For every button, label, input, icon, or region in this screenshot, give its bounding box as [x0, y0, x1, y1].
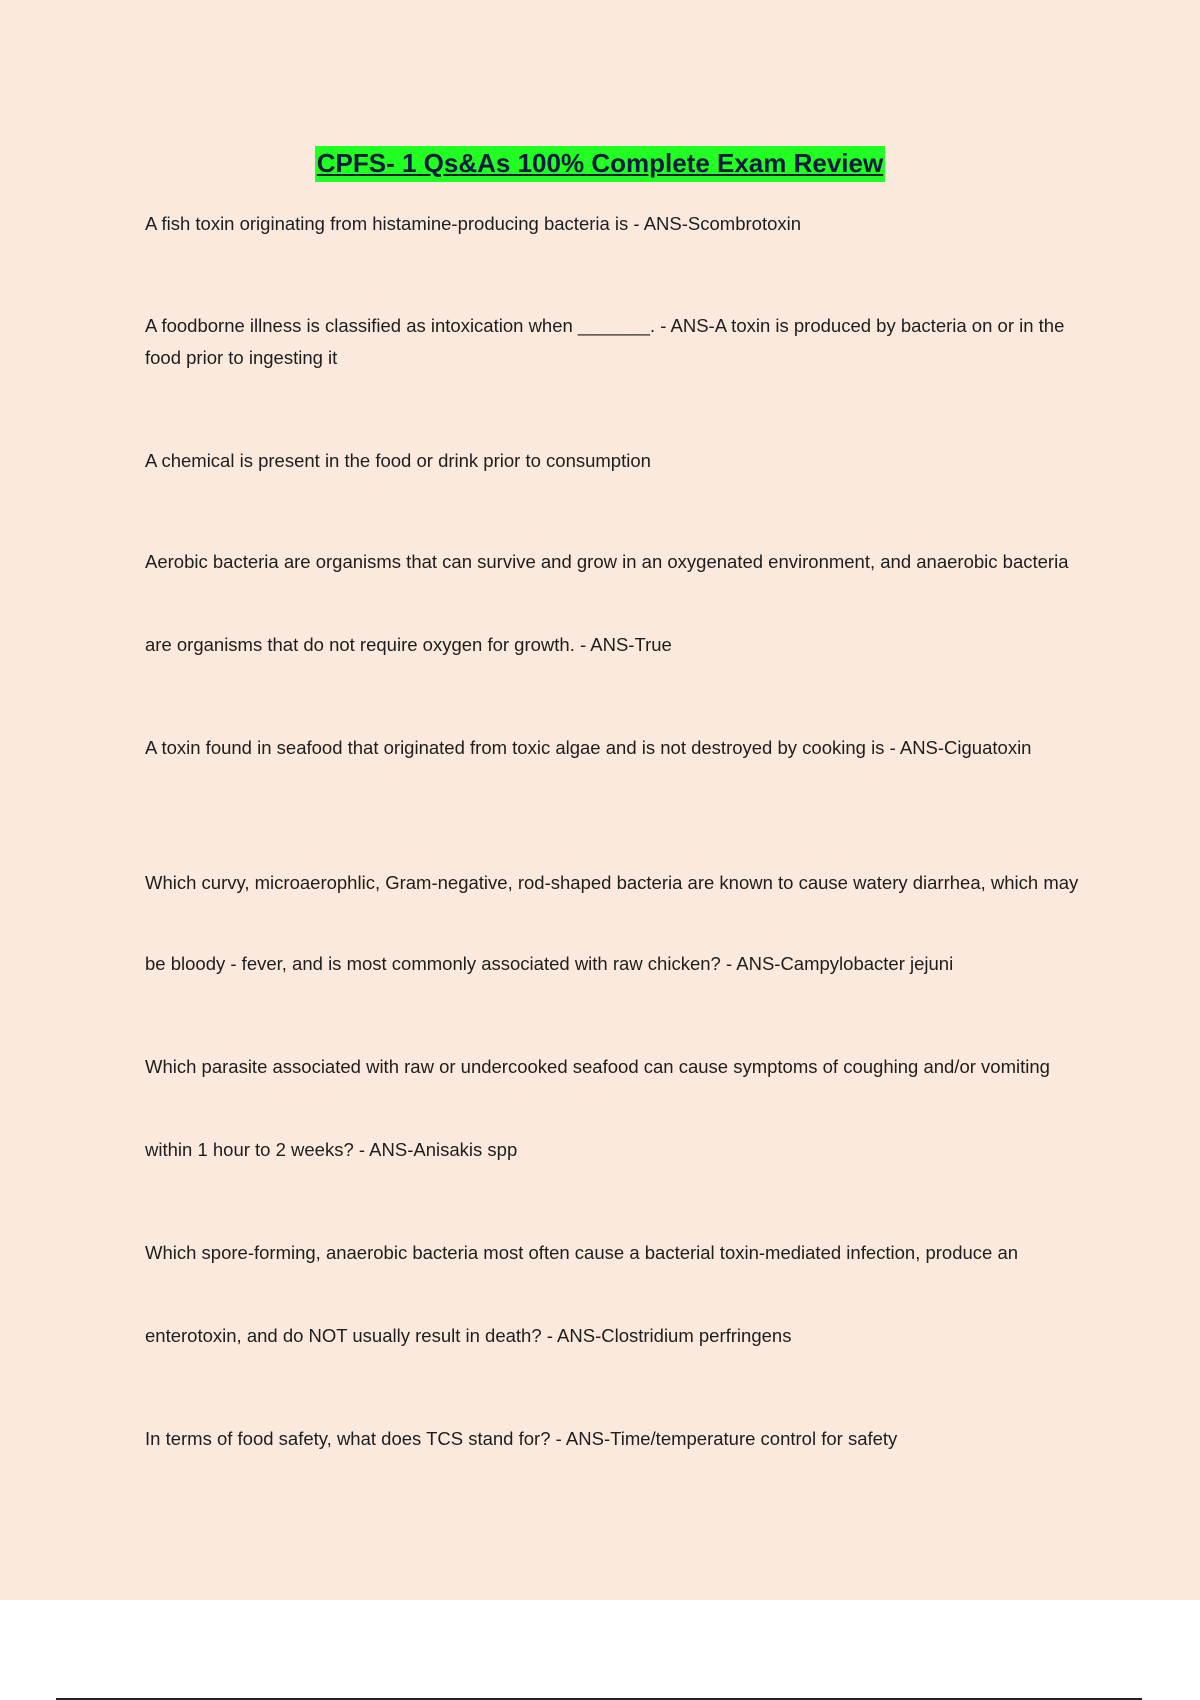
qa-paragraph: Which parasite associated with raw or undercooked seafood can cause symptoms of coughing and/or vomiting	[145, 1056, 1050, 1077]
qa-paragraph: A foodborne illness is classified as intoxication when _______. - ANS-A toxin is produced by bacteria on or in the food prior to ingesting it	[145, 315, 1065, 368]
qa-paragraph: are organisms that do not require oxygen for growth. - ANS-True	[145, 634, 672, 655]
qa-paragraph: Which curvy, microaerophlic, Gram-negative, rod-shaped bacteria are known to cause watery diarrhea, which may	[145, 872, 1079, 893]
qa-paragraph: A toxin found in seafood that originated from toxic algae and is not destroyed by cooking is - ANS-Ciguatoxin	[145, 737, 1032, 758]
qa-paragraph: In terms of food safety, what does TCS stand for? - ANS-Time/temperature control for safety	[145, 1428, 898, 1449]
qa-paragraph: A fish toxin originating from histamine-producing bacteria is - ANS-Scombrotoxin	[145, 213, 802, 234]
qa-paragraph: Aerobic bacteria are organisms that can survive and grow in an oxygenated environment, and anaerobic bacteria	[145, 551, 1069, 572]
title-container	[0, 146, 1200, 182]
qa-paragraph: Which spore-forming, anaerobic bacteria most often cause a bacterial toxin-mediated infection, produce an	[145, 1242, 1019, 1263]
qa-paragraph: be bloody - fever, and is most commonly associated with raw chicken? - ANS-Campylobacter jejuni	[145, 953, 954, 974]
qa-paragraph: enterotoxin, and do NOT usually result in death? - ANS-Clostridium perfringens	[145, 1325, 792, 1346]
qa-paragraph: A chemical is present in the food or drink prior to consumption	[145, 450, 651, 471]
page-title: CPFS- 1 Qs&As 100% Complete Exam Review	[315, 146, 885, 182]
qa-paragraph: within 1 hour to 2 weeks? - ANS-Anisakis spp	[145, 1139, 518, 1160]
